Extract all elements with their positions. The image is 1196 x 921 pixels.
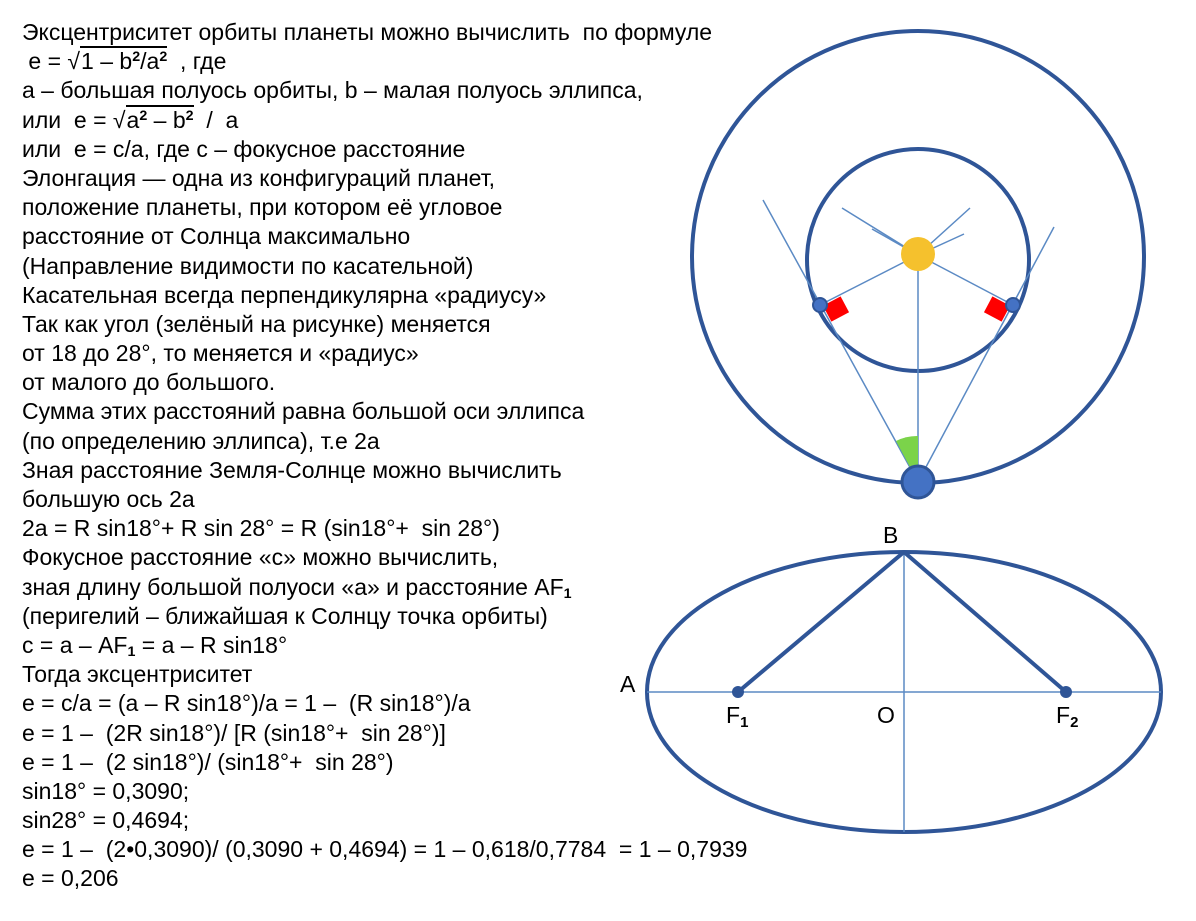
radicand-part: a — [126, 106, 140, 133]
radical-sign: √ — [112, 106, 126, 133]
text-line: положение планеты, при котором её угловое — [22, 194, 503, 221]
focus1-subscript: 1 — [740, 714, 749, 731]
c-formula-part: = а – R sin18° — [135, 631, 288, 658]
text-line: (перигелий – ближайшая к Солнцу точка орбиты) — [22, 602, 548, 629]
text-line: е = 1 – (2 sin18°)/ (sin18°+ sin 28°) — [22, 748, 394, 775]
formula-prefix: е = — [22, 48, 68, 75]
text-line: е = 0,206 — [22, 865, 119, 892]
text-line: от 18 до 28°, то меняется и «радиус» — [22, 340, 419, 367]
text-line: большую ось 2а — [22, 486, 195, 512]
text-line: Сумма этих расстояний равна большой оси эллипса — [22, 398, 585, 425]
sun — [901, 237, 935, 271]
radicand-part: 1 – b — [81, 48, 133, 75]
c-formula-part: с = а – AF — [22, 631, 128, 658]
exponent: 2 — [159, 49, 168, 66]
planet-right — [1006, 298, 1020, 312]
formula-prefix: или е = — [22, 106, 113, 133]
exponent: 2 — [132, 49, 141, 66]
text-line: или е = с/а, где с – фокусное расстояние — [22, 135, 466, 162]
text-line: (по определению эллипса), т.е 2а — [22, 427, 380, 454]
subscript: 1 — [563, 585, 572, 602]
focus2-letter: F — [1056, 702, 1071, 728]
text-line: Элонгация — одна из конфигураций планет, — [22, 164, 496, 191]
radicand-part: /a — [140, 48, 160, 75]
text-line: (Направление видимости по касательной) — [22, 252, 474, 279]
exponent: 2 — [185, 107, 194, 124]
focus2-point — [1060, 686, 1072, 698]
label-a: A — [620, 671, 636, 697]
text-line: а – большая полуось орбиты, b – малая полуось эллипса, — [22, 77, 643, 104]
label-focus2 — [1056, 702, 1078, 731]
earth — [902, 466, 934, 498]
text-line: Касательная всегда перпендикулярна «радиусу» — [22, 281, 547, 308]
focus1-point — [732, 686, 744, 698]
label-o: O — [877, 702, 895, 728]
text-line: Эксцентриситет орбиты планеты можно вычислить по формуле — [22, 19, 713, 45]
text-line: от малого до большого. — [22, 369, 276, 396]
focus2-subscript: 2 — [1070, 714, 1079, 731]
text-line: sin28° = 0,4694; — [22, 807, 190, 834]
text-line: 2а = R sin18°+ R sin 28° = R (sin18°+ sin 28°) — [22, 515, 500, 542]
text-line: sin18° = 0,3090; — [22, 777, 190, 804]
text-line: е = 1 – (2•0,3090)/ (0,3090 + 0,4694) = 1 – 0,618/0,7784 = 1 – 0,7939 — [22, 836, 748, 863]
text-line: Фокусное расстояние «с» можно вычислить, — [22, 544, 499, 571]
text-line: Тогда эксцентриситет — [22, 661, 253, 688]
formula-suffix: , где — [167, 48, 227, 75]
text-line: Так как угол (зелёный на рисунке) меняется — [22, 310, 491, 337]
planet-left — [813, 298, 827, 312]
text-line: е = 1 – (2R sin18°)/ [R (sin18°+ sin 28°)] — [22, 719, 446, 746]
radical-sign: √ — [67, 48, 81, 75]
focal-line-text: зная длину большой полуоси «а» и расстояние AF — [22, 573, 564, 600]
exponent: 2 — [139, 107, 148, 124]
focus1-letter: F — [726, 702, 741, 728]
formula-suffix: / a — [193, 106, 239, 133]
text-line: Зная расстояние Земля-Солнце можно вычислить — [22, 456, 562, 483]
subscript: 1 — [127, 643, 136, 660]
label-b: B — [883, 522, 899, 548]
text-line: расстояние от Солнца максимально — [22, 223, 411, 250]
text-line: е = с/а = (а – R sin18°)/а = 1 – (R sin18°)/а — [22, 690, 471, 717]
label-focus1 — [726, 702, 748, 731]
radicand-part: – b — [147, 106, 186, 133]
